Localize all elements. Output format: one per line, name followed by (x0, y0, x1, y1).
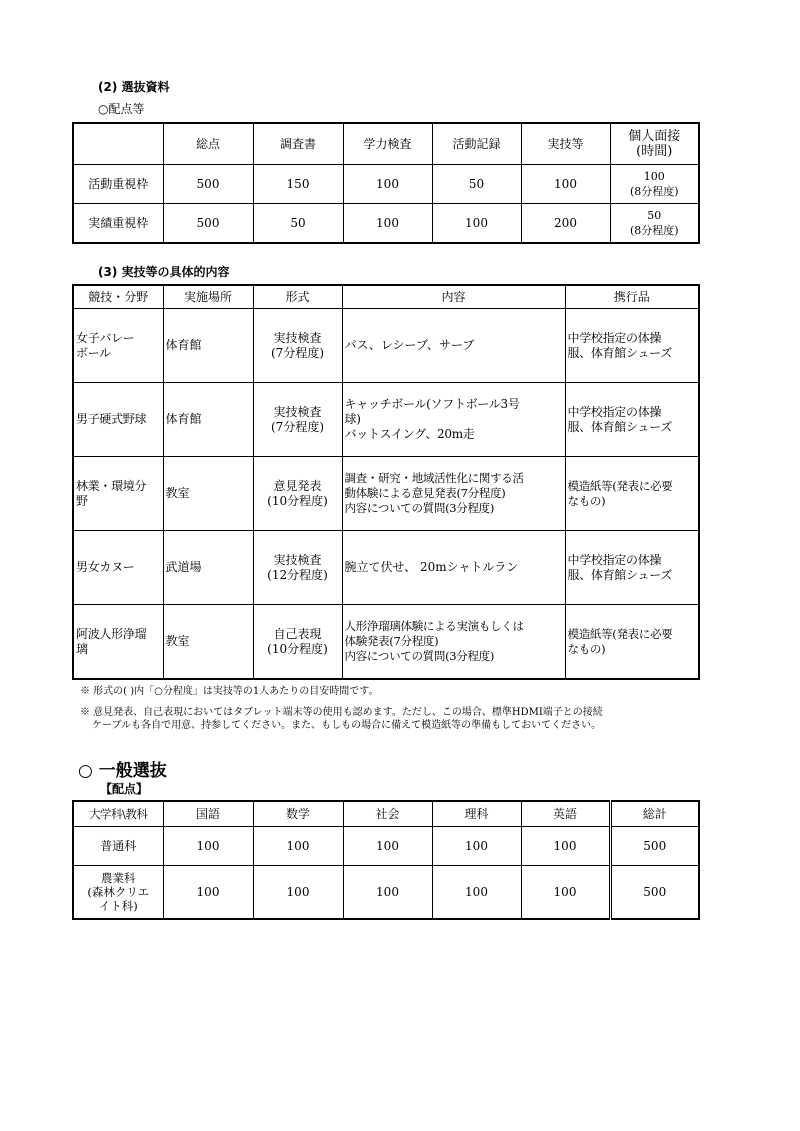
header-cell: 形式 (253, 285, 342, 309)
table-cell: 50 (253, 204, 343, 244)
table-cell: 100 (253, 827, 343, 866)
table-cell: 100 (163, 827, 253, 866)
table-cell: 林業・環境分 野 (73, 457, 163, 531)
header-cell: 実施場所 (163, 285, 253, 309)
table-header-row (73, 123, 699, 165)
general-subheading: 【配点】 (100, 782, 149, 796)
table-cell: 教室 (163, 457, 253, 531)
header-cell: 理科 (432, 801, 521, 827)
table-row (73, 457, 699, 531)
header-cell: 社会 (343, 801, 432, 827)
header-cell: 大学科\教科 (73, 801, 163, 827)
row-label: 実績重視枠 (73, 204, 163, 244)
header-cell: 数学 (253, 801, 343, 827)
section2-subheading: ○配点等 (98, 102, 145, 116)
header-cell: 内容 (342, 285, 565, 309)
table-cell: 自己表現 (10分程度) (253, 605, 342, 680)
table-row (73, 866, 699, 920)
table-cell: 200 (521, 204, 610, 244)
header-cell: 国語 (163, 801, 253, 827)
table-cell: 100 (432, 866, 521, 920)
table-cell: 女子バレー ボール (73, 309, 163, 383)
table-cell: 男女カヌー (73, 531, 163, 605)
table-cell: 中学校指定の体操 服、体育館シューズ (565, 531, 699, 605)
table-row (73, 383, 699, 457)
table-row (73, 531, 699, 605)
header-cell: 個人面接 (時間) (610, 123, 699, 165)
table-cell: 100 (343, 165, 432, 204)
table-cell: 武道場 (163, 531, 253, 605)
row-label: 普通科 (73, 827, 163, 866)
header-cell: 競技・分野 (73, 285, 163, 309)
table-cell: 100 (521, 866, 610, 920)
header-cell: 英語 (521, 801, 610, 827)
row-label: 活動重視枠 (73, 165, 163, 204)
table-cell: 実技検査 (12分程度) (253, 531, 342, 605)
table-cell: 100 (521, 165, 610, 204)
header-cell: 実技等 (521, 123, 610, 165)
table-cell: 教室 (163, 605, 253, 680)
header-cell: 学力検査 (343, 123, 432, 165)
table-cell: 阿波人形浄瑠 璃 (73, 605, 163, 680)
table-row (73, 204, 699, 244)
table-cell: 100 (521, 827, 610, 866)
table-cell: 男子硬式野球 (73, 383, 163, 457)
table-cell: 中学校指定の体操 服、体育館シューズ (565, 383, 699, 457)
section3-heading: (3) 実技等の具体的内容 (98, 265, 230, 279)
table-cell: 150 (253, 165, 343, 204)
header-cell (73, 123, 163, 165)
table-cell: 体育館 (163, 309, 253, 383)
table-cell: 50 (8分程度) (610, 204, 699, 244)
table-row (73, 605, 699, 680)
table-cell: 模造紙等(発表に必要 なもの) (565, 457, 699, 531)
table-cell: 調査・研究・地域活性化に関する活 動体験による意見発表(7分程度) 内容についての質問(3分程度) (342, 457, 565, 531)
note-tablet-line2: ケーブルも各自で用意、持参してください。また、もしもの場合に備えて模造紙等の準備もしておいてください。 (92, 720, 602, 731)
header-cell: 総計 (610, 801, 699, 827)
table-cell: 100 (432, 827, 521, 866)
table-cell: 実技検査 (7分程度) (253, 383, 342, 457)
table-cell: 100 (343, 866, 432, 920)
table-cell: キャッチボール(ソフトボール3号 球) バットスイング、20m走 (342, 383, 565, 457)
table-cell: 100 (432, 204, 521, 244)
table-cell: 100 (253, 866, 343, 920)
table-cell: 100 (343, 204, 432, 244)
table-cell: 50 (432, 165, 521, 204)
general-score-table (72, 800, 700, 920)
row-label: 農業科 (森林クリエ イト科) (73, 866, 163, 920)
table-cell: 腕立て伏せ、 20mシャトルラン (342, 531, 565, 605)
table-header-row (73, 801, 699, 827)
table-row (73, 309, 699, 383)
table-cell: 100 (163, 866, 253, 920)
general-selection-heading: ○ 一般選抜 (78, 761, 167, 781)
header-cell: 調査書 (253, 123, 343, 165)
table-row (73, 827, 699, 866)
score-table-selection (72, 122, 700, 244)
table-cell: 500 (610, 866, 699, 920)
table-cell: 模造紙等(発表に必要 なもの) (565, 605, 699, 680)
table-cell: 100 (8分程度) (610, 165, 699, 204)
note-tablet-line1: ※ 意見発表、自己表現においてはタブレット端末等の使用も認めます。ただし、この場合、標準HDMI端子との接続 (80, 707, 603, 718)
note-format-time: ※ 形式の( )内「○分程度」は実技等の1人あたりの目安時間です。 (80, 686, 379, 697)
table-cell: 体育館 (163, 383, 253, 457)
table-cell: 500 (610, 827, 699, 866)
table-cell: 500 (163, 204, 253, 244)
table-cell: 意見発表 (10分程度) (253, 457, 342, 531)
table-header-row (73, 285, 699, 309)
table-cell: 500 (163, 165, 253, 204)
header-cell: 総点 (163, 123, 253, 165)
table-cell: パス、レシーブ、サーブ (342, 309, 565, 383)
header-cell: 携行品 (565, 285, 699, 309)
table-cell: 中学校指定の体操 服、体育館シューズ (565, 309, 699, 383)
section2-heading: (2) 選抜資料 (98, 80, 170, 94)
practical-content-table (72, 284, 700, 680)
header-cell: 活動記録 (432, 123, 521, 165)
table-row (73, 165, 699, 204)
table-cell: 実技検査 (7分程度) (253, 309, 342, 383)
table-cell: 人形浄瑠璃体験による実演もしくは 体験発表(7分程度) 内容についての質問(3分程度) (342, 605, 565, 680)
table-cell: 100 (343, 827, 432, 866)
